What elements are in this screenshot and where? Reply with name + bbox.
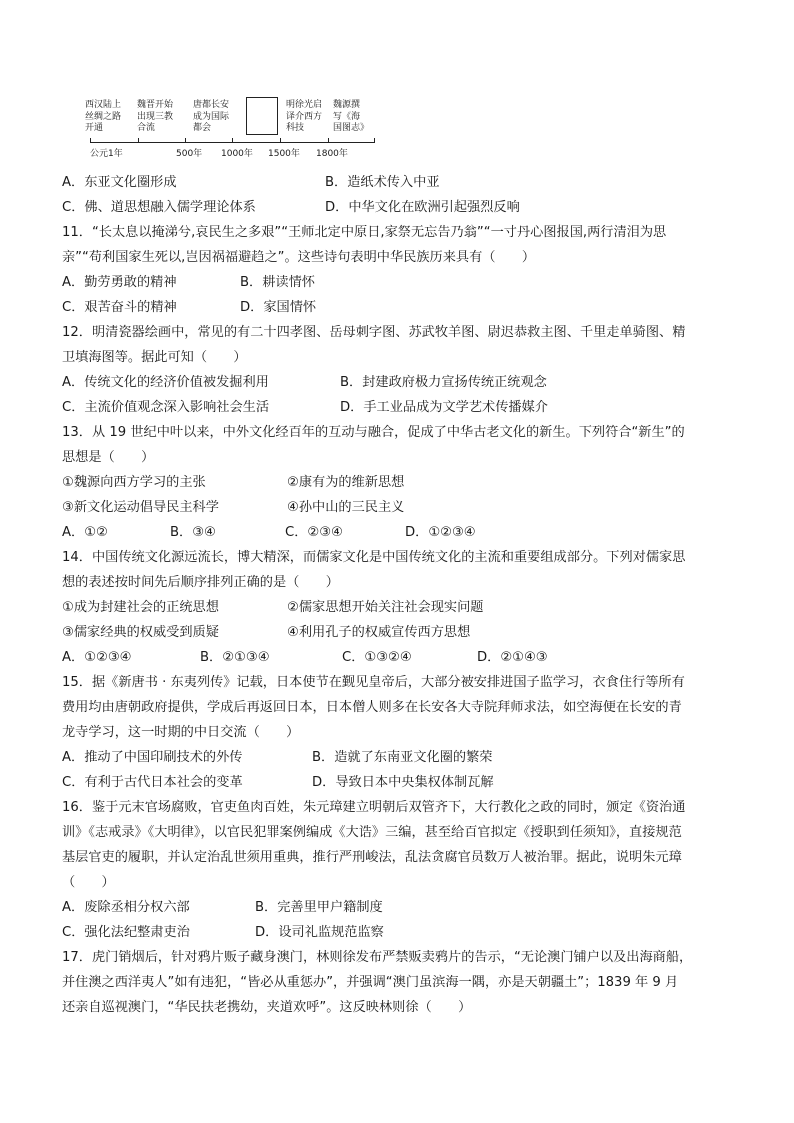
q15-stem: 费用均由唐朝政府提供，学成后再返回日本，日本僧人则多在长安各大寺院拜师求法，如空海便在长安的青	[62, 700, 682, 715]
q13-items-row	[62, 470, 737, 495]
q17-stem: 并住澳之西洋夷人”如有违犯，“皆必从重惩办”，并强调“澳门虽滨海一隅，亦是天朝疆土”；1839 年 9 月	[62, 975, 679, 990]
timeline-tick-mark	[138, 138, 139, 143]
timeline-tick-mark	[232, 138, 233, 143]
q10-options-row	[62, 195, 737, 220]
q12-option-a: A．传统文化的经济价值被发掘利用	[62, 375, 269, 390]
q10-options-row	[62, 170, 737, 195]
q10-option-d: D．中华文化在欧洲引起强烈反响	[325, 200, 520, 215]
q13-option-c: C．②③④	[285, 525, 343, 540]
q13-options-row	[62, 520, 737, 545]
timeline-tick-mark	[374, 138, 375, 143]
q11-option-a: A．勤劳勇敢的精神	[62, 275, 177, 290]
q15-stem: 15．据《新唐书 · 东夷列传》记载，日本使节在觐见皇帝后，大部分被安排进国子监学习，衣食住行等所有	[62, 675, 685, 690]
q12-option-b: B．封建政府极力宣扬传统正统观念	[340, 375, 547, 390]
timeline-label: 明徐光启 译介西方 科技	[286, 100, 323, 133]
q13-items-row	[62, 495, 737, 520]
q11-option-b: B．耕读情怀	[240, 275, 315, 290]
timeline-tick-label: 1500年	[268, 149, 300, 159]
q16-stem: （ ）	[62, 875, 115, 890]
q12-options-row	[62, 395, 737, 420]
q11-stem: 亲”“苟利国家生死以,岂因祸福避趋之”。这些诗句表明中华民族历来具有（ ）	[62, 250, 536, 265]
q15-option-b: B．造就了东南亚文化圈的繁荣	[312, 750, 493, 765]
q13-stem: 13．从 19 世纪中叶以来，中外文化经百年的互动与融合，促成了中华古老文化的新生。下列符合“新生”的	[62, 425, 685, 440]
q10-option-c: C．佛、道思想融入儒学理论体系	[62, 200, 256, 215]
timeline-tick-label: 公元1年	[90, 149, 123, 159]
q11-options-row	[62, 270, 737, 295]
q13-option-b: B．③④	[170, 525, 216, 540]
q12-option-c: C．主流价值观念深入影响社会生活	[62, 400, 270, 415]
q10-option-b: B．造纸术传入中亚	[325, 175, 440, 190]
q14-items-row	[62, 620, 737, 645]
q15-options-row	[62, 770, 737, 795]
timeline-tick-mark	[328, 138, 329, 143]
q14-option-b: B．②①③④	[200, 650, 270, 665]
timeline-figure	[80, 94, 380, 164]
q10-option-a: A．东亚文化圈形成	[62, 175, 177, 190]
question-content	[62, 170, 737, 1020]
q15-option-c: C．有利于古代日本社会的变革	[62, 775, 243, 790]
q14-item: ①成为封建社会的正统思想	[62, 600, 219, 615]
q14-item: ③儒家经典的权威受到质疑	[62, 625, 219, 640]
q15-options-row	[62, 745, 737, 770]
q13-item: ④孙中山的三民主义	[287, 500, 405, 515]
q13-item: ③新文化运动倡导民主科学	[62, 500, 219, 515]
q14-item: ④利用孔子的权威宣传西方思想	[287, 625, 471, 640]
q16-stem: 基层官吏的履职，并认定治乱世须用重典，推行严刑峻法，乱法贪腐官员数万人被治罪。据此，说明朱元璋	[62, 850, 682, 865]
q12-options-row	[62, 370, 737, 395]
q13-item: ②康有为的维新思想	[287, 475, 405, 490]
timeline-blank-box	[246, 97, 278, 135]
q12-option-d: D．手工业品成为文学艺术传播媒介	[340, 400, 548, 415]
q14-stem: 想的表述按时间先后顺序排列正确的是（ ）	[62, 575, 339, 590]
q15-stem: 龙寺学习，这一时期的中日交流（ ）	[62, 725, 300, 740]
q14-options-row	[62, 645, 737, 670]
q14-stem: 14．中国传统文化源远流长，博大精深，而儒家文化是中国传统文化的主流和重要组成部分。下列对儒家思	[62, 550, 686, 565]
timeline-tick-mark	[90, 138, 91, 143]
q14-option-c: C．①③②④	[342, 650, 412, 665]
q14-option-d: D．②①④③	[477, 650, 548, 665]
q16-option-c: C．强化法纪整肃吏治	[62, 925, 190, 940]
q17-stem: 17．虎门销烟后，针对鸦片贩子藏身澳门，林则徐发布严禁贩卖鸦片的告示，“无论澳门铺户以及出海商船，	[62, 950, 693, 965]
timeline-tick-label: 1800年	[316, 149, 348, 159]
timeline-tick-label: 1000年	[221, 149, 253, 159]
timeline-label: 西汉陆上 丝绸之路 开通	[85, 100, 122, 133]
q17-stem: 还亲自巡视澳门，“华民扶老携幼，夹道欢呼”。这反映林则徐（ ）	[62, 1000, 472, 1015]
q16-option-b: B．完善里甲户籍制度	[255, 900, 383, 915]
timeline-label: 唐都长安 成为国际 都会	[193, 100, 230, 133]
q11-option-d: D．家国情怀	[240, 300, 317, 315]
q12-stem: 12．明清瓷器绘画中，常见的有二十四孝图、岳母刺字图、苏武牧羊图、尉迟恭救主图、千里走单骑图、精	[62, 325, 686, 340]
q11-options-row	[62, 295, 737, 320]
q13-option-d: D．①②③④	[405, 525, 476, 540]
timeline-tick-label: 500年	[176, 149, 203, 159]
q14-item: ②儒家思想开始关注社会现实问题	[287, 600, 484, 615]
q16-stem: 训》《志戒录》《大明律》，以官民犯罪案例编成《大诰》三编，甚至给百官拟定《授职到任须知》，直接规范	[62, 825, 682, 840]
timeline-label: 魏晋开始 出现三教 合流	[137, 100, 174, 133]
q16-option-a: A．废除丞相分权六部	[62, 900, 190, 915]
q13-option-a: A．①②	[62, 525, 108, 540]
q16-option-d: D．设司礼监规范监察	[255, 925, 384, 940]
q13-item: ①魏源向西方学习的主张	[62, 475, 206, 490]
timeline-label: 魏源撰 写《海 国图志》	[333, 100, 370, 133]
q12-stem: 卫填海图等。据此可知（ ）	[62, 350, 247, 365]
q16-stem: 16．鉴于元末官场腐败，官吏鱼肉百姓，朱元璋建立明朝后双管齐下，大行教化之政的同时，颁定《资治通	[62, 800, 686, 815]
q15-option-d: D．导致日本中央集权体制瓦解	[312, 775, 494, 790]
q16-options-row	[62, 895, 737, 920]
q11-option-c: C．艰苦奋斗的精神	[62, 300, 177, 315]
q15-option-a: A．推动了中国印刷技术的外传	[62, 750, 243, 765]
q14-option-a: A．①②③④	[62, 650, 132, 665]
timeline-tick-mark	[280, 138, 281, 143]
q16-options-row	[62, 920, 737, 945]
timeline-tick-mark	[185, 138, 186, 143]
q13-stem: 思想是（ ）	[62, 450, 155, 465]
q11-stem: 11．“长太息以掩涕兮,哀民生之多艰”“王师北定中原日,家祭无忘告乃翁”“一寸丹心图报国,两行清泪为思	[62, 225, 667, 240]
q14-items-row	[62, 595, 737, 620]
